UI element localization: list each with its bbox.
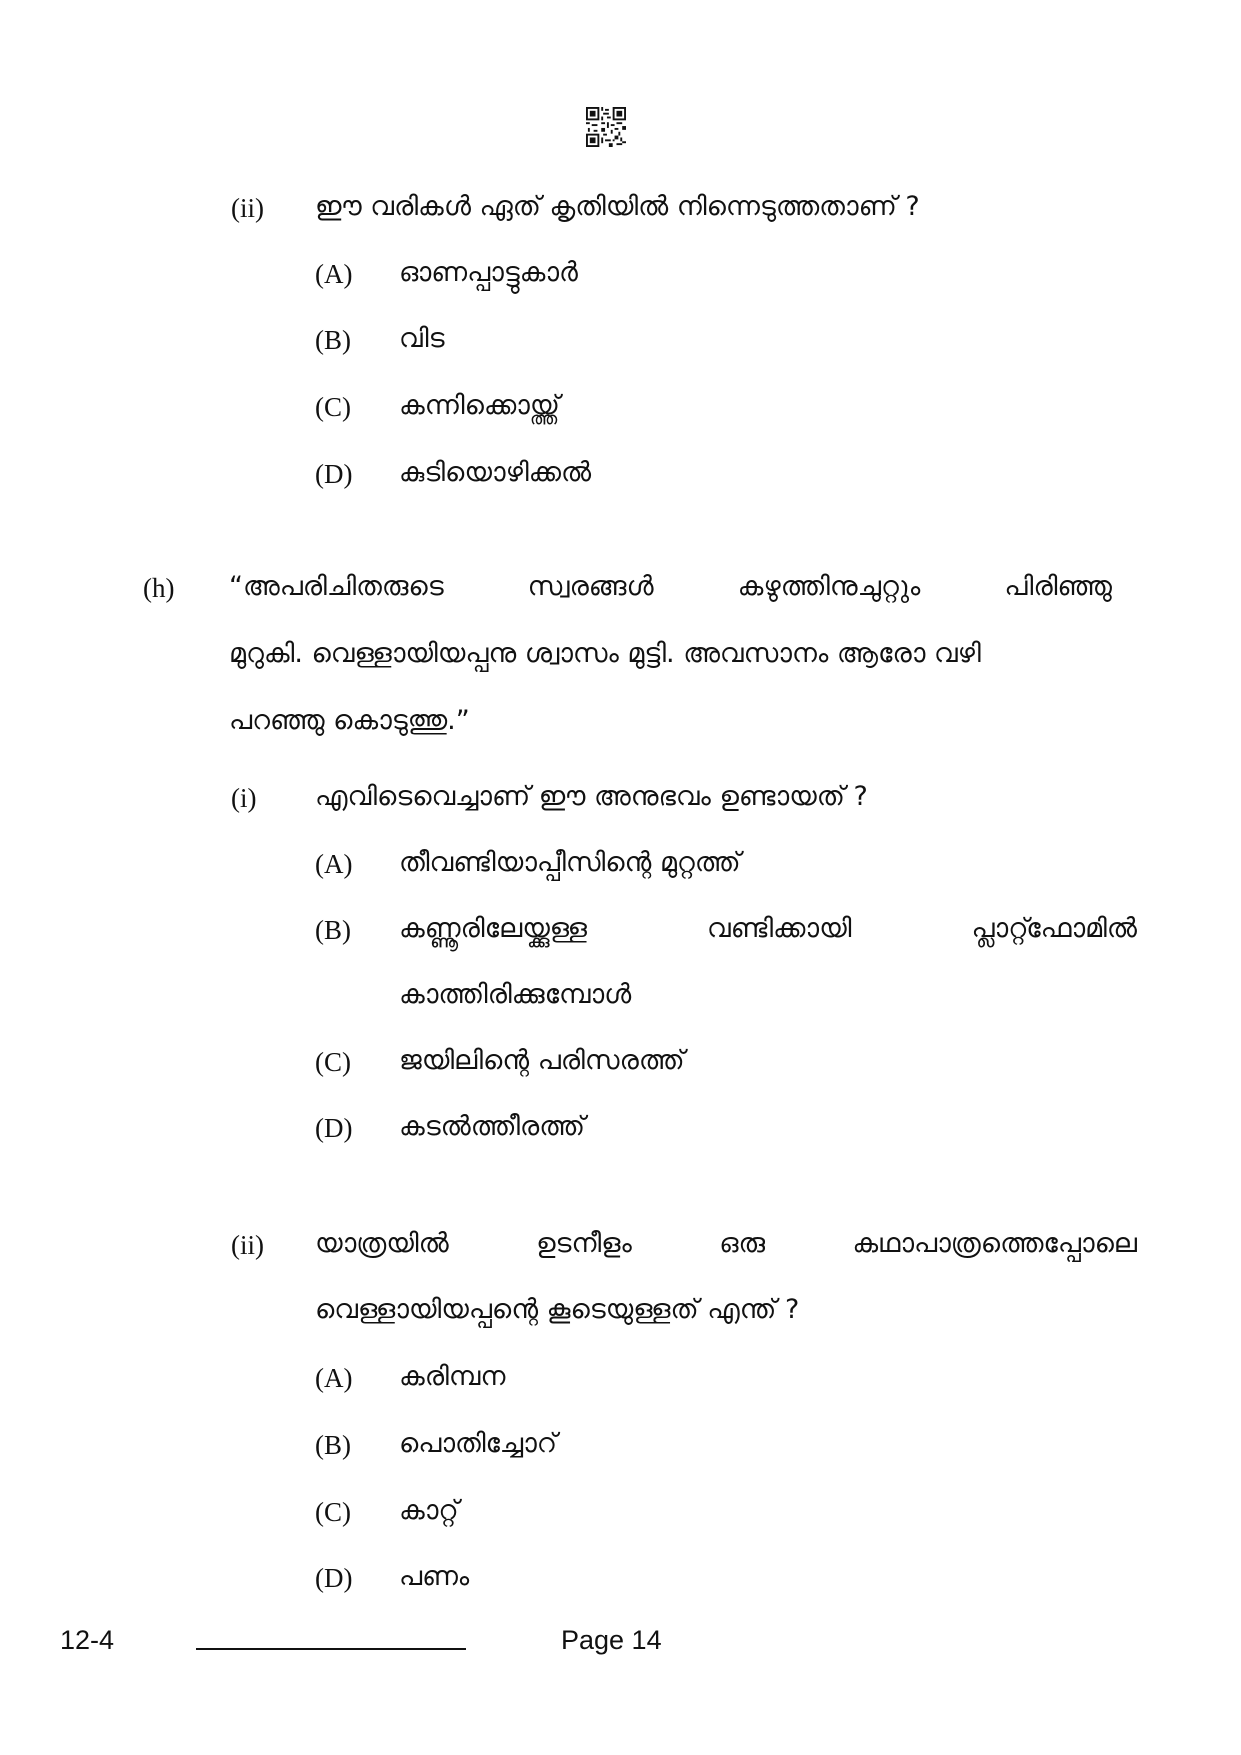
qr-code [586,107,626,147]
option-label: (A) [315,849,353,879]
question-number: (ii) [231,193,264,223]
option-label: (C) [315,1047,351,1077]
option-word: പ്ലാറ്റ്ഫോമിൽ [971,913,1137,944]
option-text: ഓണപ്പാട്ടുകാർ [399,257,578,288]
option-text: ജയിലിന്റെ പരിസരത്ത് [399,1045,685,1076]
footer-rule [196,1648,466,1650]
paper-code: 12-4 [60,1625,115,1655]
option-text: വിട [399,323,445,354]
question-number: (ii) [231,1230,264,1260]
option-text: കന്നിക്കൊയ്ത്ത് [399,390,560,421]
quote-word: സ്വരങ്ങൾ [527,571,654,602]
option-text [399,913,1137,945]
quote-word: കഴുത്തിനുചുറ്റും [737,571,921,602]
question-number: (h) [143,573,175,603]
option-label: (B) [315,1430,351,1460]
quote-word: പിരിഞ്ഞു [1004,571,1112,602]
option-label: (C) [315,1497,351,1527]
option-text: കുടിയൊഴിക്കൽ [399,457,592,488]
option-label: (D) [315,459,353,489]
option-label: (B) [315,325,351,355]
option-word: വണ്ടിക്കായി [707,913,852,944]
question-word: ഉടനീളം [536,1228,632,1259]
option-text-continued: കാത്തിരിക്കുമ്പോൾ [399,979,632,1010]
option-label: (D) [315,1113,353,1143]
quote-line [229,571,1112,603]
option-text: കരിമ്പന [399,1361,506,1392]
question-word: കഥാപാത്രത്തെപ്പോലെ [852,1228,1137,1259]
option-text: പൊതിച്ചോറ് [399,1428,558,1459]
question-text: എവിടെവെച്ചാണ് ഈ അനുഭവം ഉണ്ടായത് ? [315,781,868,812]
question-word: ഒരു [719,1228,766,1259]
option-label: (C) [315,392,351,422]
question-word: യാത്രയിൽ [315,1228,449,1259]
quote-word: “അപരിചിതരുടെ [229,571,444,602]
option-text: തീവണ്ടിയാപ്പീസിന്റെ മുറ്റത്ത് [399,847,741,878]
option-label: (B) [315,915,351,945]
option-text: പണം [399,1561,470,1592]
option-label: (A) [315,259,353,289]
question-text: ഈ വരികൾ ഏത് കൃതിയിൽ നിന്നെടുത്തതാണ് ? [315,191,920,222]
option-text: കാറ്റ് [399,1495,459,1526]
option-label: (A) [315,1363,353,1393]
page-number: Page 14 [561,1625,662,1655]
question-number: (i) [231,783,257,813]
question-text [315,1228,1137,1260]
option-text: കടൽത്തീരത്ത് [399,1111,586,1142]
quote-line: മുറുകി. വെള്ളായിയപ്പനു ശ്വാസം മുട്ടി. അവസാനം ആരോ വഴി [229,638,981,669]
quote-line: പറഞ്ഞു കൊടുത്തു.” [229,705,470,736]
option-word: കണ്ണൂരിലേയ്ക്കുള്ള [399,913,588,944]
option-label: (D) [315,1563,353,1593]
question-text-continued: വെള്ളായിയപ്പന്റെ കൂടെയുള്ളത് എന്ത് ? [315,1294,800,1325]
